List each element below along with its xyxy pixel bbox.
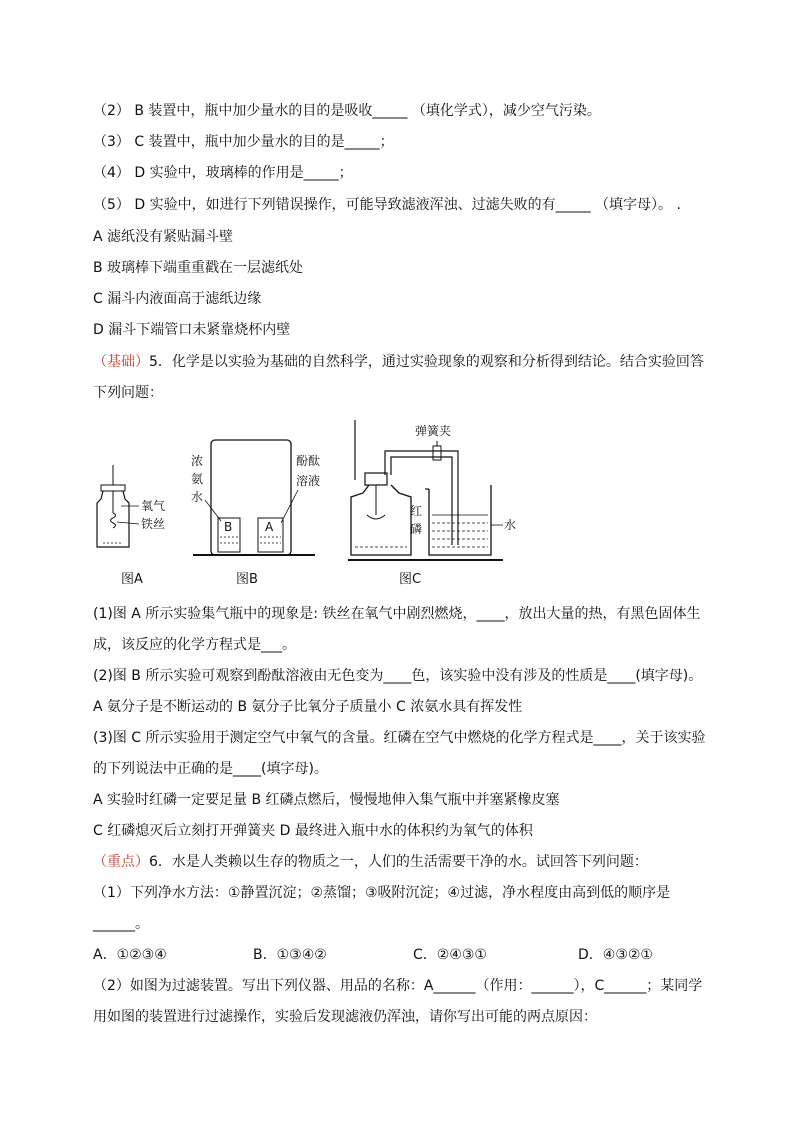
q6-part-2-line-2: 用如图的装置进行过滤操作，实验后发现滤液仍浑浊，请你写出可能的两点原因： xyxy=(93,1009,597,1025)
label-red-phosphorus-2: 磷 xyxy=(410,522,423,536)
difficulty-tag: （基础） xyxy=(93,354,149,370)
label-water: 水 xyxy=(504,518,517,532)
question-6-text: 6．水是人类赖以生存的物质之一，人们的生活需要干净的水。试回答下列问题： xyxy=(149,854,648,870)
option-a: A 滤纸没有紧贴漏斗壁 xyxy=(93,229,234,245)
beaker-b-label: B xyxy=(224,520,233,534)
question-5-text: 5．化学是以实验为基础的自然科学，通过实验现象的观察和分析得到结论。结合实验回答 xyxy=(149,354,704,370)
beaker-a-label: A xyxy=(265,520,274,534)
q4-line: （4） D 实验中，玻璃棒的作用是_____； xyxy=(93,165,353,181)
part-2-options: A 氨分子是不断运动的 B 氨分子比氧分子质量小 C 浓氨水具有挥发性 xyxy=(93,699,523,715)
option-c: C 漏斗内液面高于滤纸边缘 xyxy=(93,291,262,307)
label-ammonia-3: 水 xyxy=(191,490,204,504)
label-spring-clip: 弹簧夹 xyxy=(415,424,452,438)
q6-part-1-line-2: ______。 xyxy=(93,916,149,932)
question-6-header xyxy=(93,853,648,871)
part-1-line-2: 成，该反应的化学方程式是___。 xyxy=(93,637,296,653)
caption-figure-c: 图C xyxy=(399,572,422,587)
q2-line: （2） B 装置中，瓶中加少量水的目的是吸收_____ （填化学式），减少空气污染。 xyxy=(93,103,601,119)
figure-c-apparatus xyxy=(348,420,516,560)
figure-b-apparatus xyxy=(191,440,320,555)
question-5-header xyxy=(93,353,704,371)
q6-option-d: D．④③②① xyxy=(578,947,653,963)
part-3-line-1: (3)图 C 所示实验用于测定空气中氧气的含量。红磷在空气中燃烧的化学方程式是____，关于该实验 xyxy=(93,730,706,746)
label-iron-wire: 铁丝 xyxy=(141,517,166,531)
q6-option-c: C．②④③① xyxy=(413,947,487,963)
key-point-tag: （重点） xyxy=(93,854,149,870)
figure-a-apparatus xyxy=(97,465,165,547)
part-1-line-1: (1)图 A 所示实验集气瓶中的现象是: 铁丝在氧气中剧烈燃烧，____，放出大量的热，有黑色固体生 xyxy=(93,606,701,622)
q3-line: （3） C 装置中，瓶中加少量水的目的是_____； xyxy=(93,134,394,150)
label-red-phosphorus-1: 红 xyxy=(410,504,423,518)
label-ammonia-2: 氨 xyxy=(191,472,204,486)
caption-figure-a: 图A xyxy=(121,572,143,587)
q6-part-2-line-1: （2）如图为过滤装置。写出下列仪器、用品的名称：A______（作用：______），C______；某同学 xyxy=(93,978,703,994)
part-3-options-2: C 红磷熄灭后立刻打开弹簧夹 D 最终进入瓶中水的体积约为氧气的体积 xyxy=(93,823,533,839)
label-oxygen: 氧气 xyxy=(141,499,166,513)
experiment-diagram xyxy=(93,415,533,590)
question-5-text-cont: 下列问题： xyxy=(93,385,163,401)
q6-part-1-line-1: （1）下列净水方法：①静置沉淀；②蒸馏；③吸附沉淀；④过滤，净水程度由高到低的顺序是 xyxy=(93,885,671,901)
option-b: B 玻璃棒下端重重戳在一层滤纸处 xyxy=(93,260,304,276)
q6-option-a: A．①②③④ xyxy=(93,947,167,963)
experiment-figure xyxy=(93,415,533,590)
label-phenolphthalein-2: 溶液 xyxy=(296,474,321,488)
q6-option-b: B．①③④② xyxy=(253,947,327,963)
q5-line: （5） D 实验中，如进行下列错误操作，可能导致滤液浑浊、过滤失败的有_____ （填字母）。 . xyxy=(93,197,681,213)
part-2-line: (2)图 B 所示实验可观察到酚酞溶液由无色变为____色，该实验中没有涉及的性质是____(填字母)。 xyxy=(93,668,703,684)
label-ammonia-1: 浓 xyxy=(191,454,204,468)
option-d: D 漏斗下端管口未紧靠烧杯内壁 xyxy=(93,322,291,338)
part-3-options-1: A 实验时红磷一定要足量 B 红磷点燃后，慢慢地伸入集气瓶中并塞紧橡皮塞 xyxy=(93,792,560,808)
part-3-line-2: 的下列说法中正确的是____(填字母)。 xyxy=(93,761,328,777)
caption-figure-b: 图B xyxy=(236,572,258,587)
label-phenolphthalein-1: 酚酞 xyxy=(296,454,321,468)
